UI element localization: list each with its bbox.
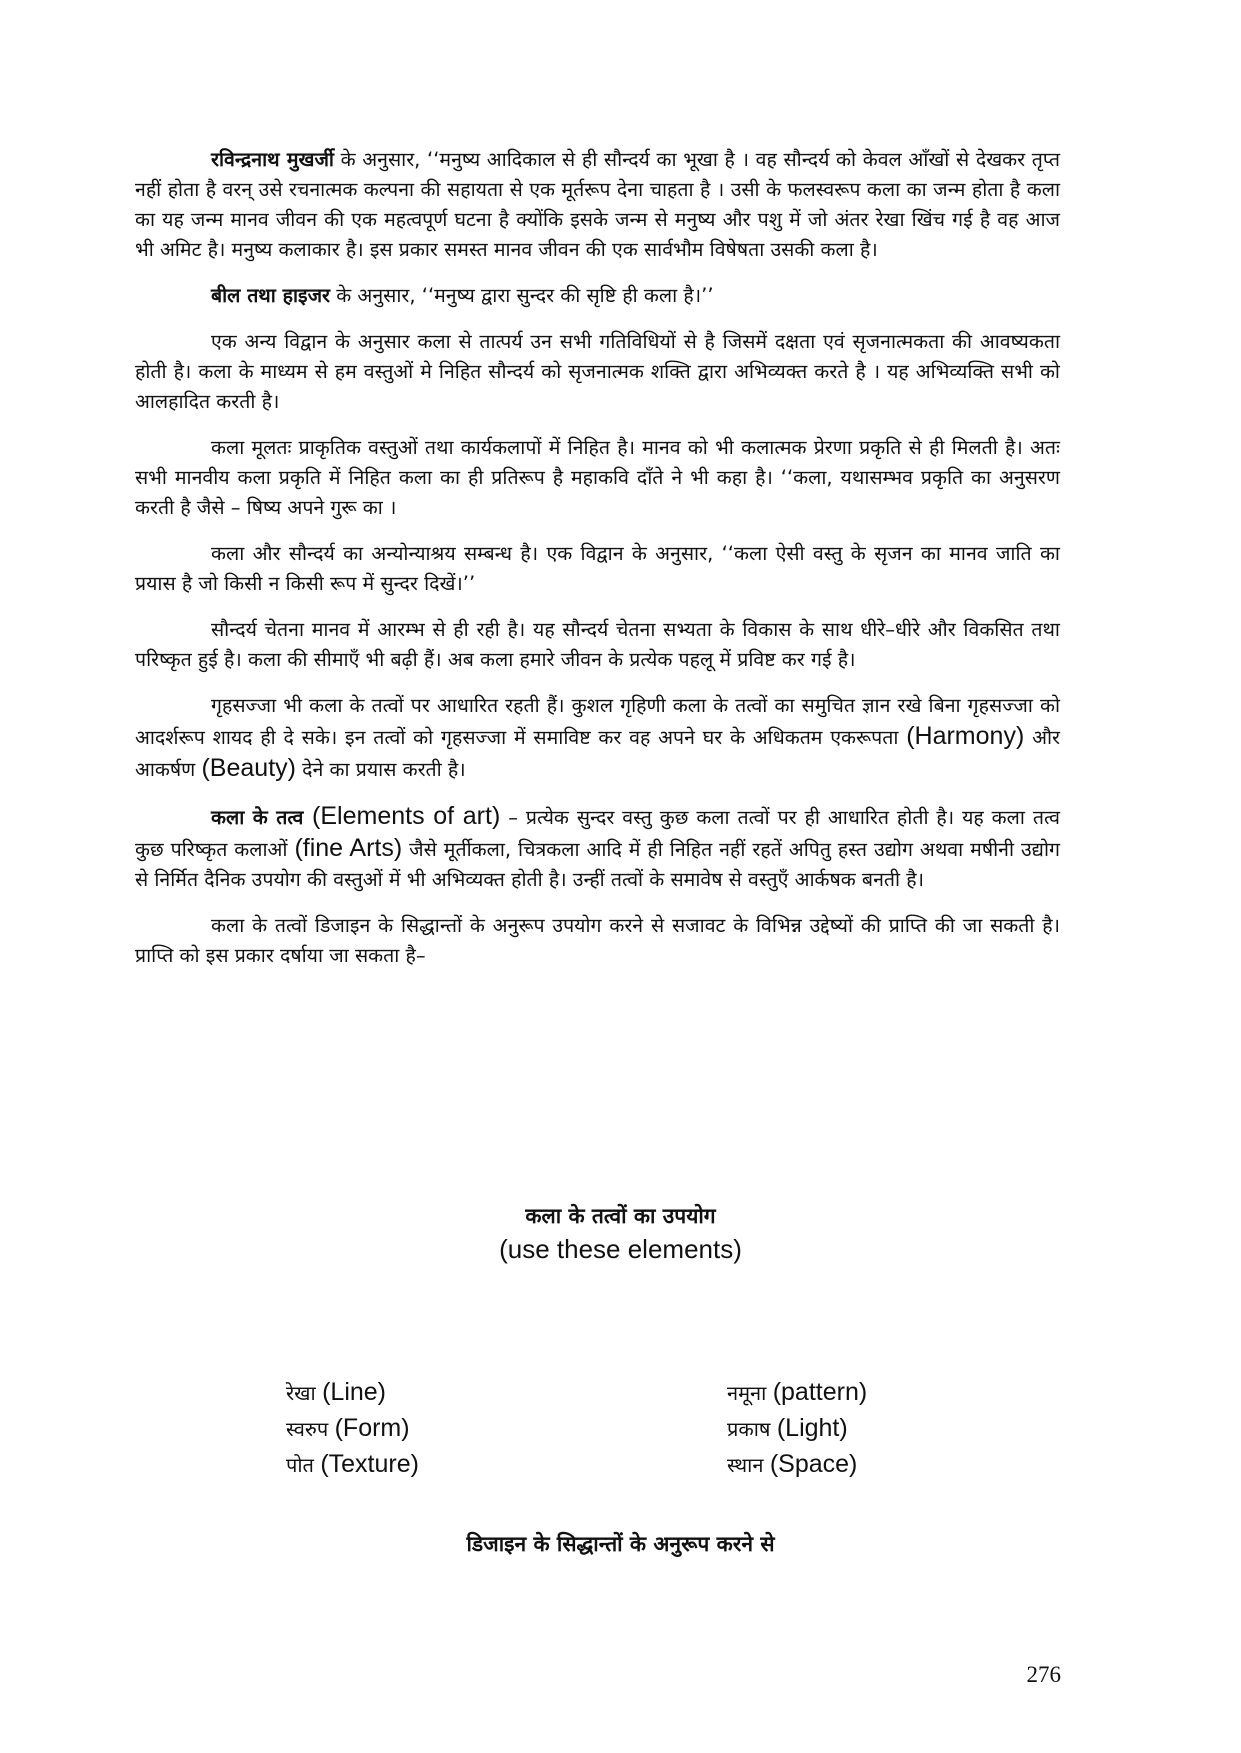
term-beauty: (Beauty) — [201, 754, 296, 782]
paragraph-scholar-definition — [135, 327, 1060, 417]
paragraph-text: के अनुसार, ‘‘मनुष्य आदिकाल से ही सौन्दर्य का भूखा है । वह सौन्दर्य को केवल आँखों से देखकर तृप्त नहीं होता है वरन् उसे रचनात्मक कल्पना की सहायता से एक मूर्तरूप देना चाहता है । उसी के फलस्वरूप कला का जन्म होता है कला का यह जन्म मानव जीवन की एक महत्वपूर्ण घटना है क्योंकि इसके जन्म से मनुष्य और पशु में जो अंतर रेखा खिंच गई है वह आज भी अमिट है। मनुष्य कलाकार है। इस प्रकार समस्त मानव जीवन की एक सार्वभौम विषेषता उसकी कला है। — [135, 148, 1060, 261]
element-item-pattern — [727, 1375, 867, 1411]
paragraph-text: देने का प्रयास करती है। — [295, 758, 466, 781]
element-hindi: पोत — [286, 1453, 314, 1477]
element-english: (Texture) — [320, 1450, 419, 1478]
paragraph-text: सौन्दर्य चेतना मानव में आरम्भ से ही रही है। यह सौन्दर्य चेतना सभ्यता के विकास के साथ धीरे–धीरे और विकसित तथा परिष्कृत हुई है। कला की सीमाएँ भी बढ़ी हैं। अब कला हमारे जीवन के प्रत्येक पहलू में प्रविष्ट कर गई है। — [135, 618, 1060, 671]
body-text — [135, 145, 1060, 987]
paragraph-aesthetic-consciousness — [135, 615, 1060, 675]
element-english: (pattern) — [772, 1378, 868, 1406]
element-hindi: स्थान — [727, 1453, 764, 1477]
paragraph-text: – प्रत्येक सुन्दर वस्तु कुछ कला तत्वों पर ही आधारित होती है। यह कला तत्व कुछ परिष्कृत कलाओं — [135, 806, 1060, 861]
paragraph-text: एक अन्य विद्वान के अनुसार कला से तात्पर्य उन सभी गतिविधियों से है जिसमें दक्षता एवं सृजनात्मकता की आवष्यकता होती है। कला के माध्यम से हम वस्तुओं मे निहित सौन्दर्य को सृजनात्मक शक्ति द्वारा अभिव्यक्त करते है । यह अभिव्यक्ति सभी को आलहादित करती है। — [135, 330, 1060, 413]
element-english: (Form) — [334, 1414, 410, 1442]
element-english: (Space) — [769, 1450, 858, 1478]
paragraph-text: के अनुसार, ‘‘मनुष्य द्वारा सुन्दर की सृष्टि ही कला है।’’ — [330, 284, 714, 307]
element-item-line — [286, 1375, 419, 1411]
element-hindi: प्रकाष — [727, 1417, 771, 1441]
element-english: (Line) — [322, 1378, 387, 1406]
paragraph-text: कला के तत्वों डिजाइन के सिद्धान्तों के अनुरूप उपयोग करने से सजावट के विभिन्न उद्देष्यों की प्राप्ति की जा सकती है। प्राप्ति को इस प्रकार दर्षाया जा सकता है– — [135, 914, 1060, 967]
paragraph-art-beauty — [135, 539, 1060, 599]
element-english: (Light) — [776, 1414, 848, 1442]
diagram-heading-hindi: कला के तत्वों का उपयोग — [525, 1204, 716, 1228]
elements-list-right — [727, 1375, 867, 1483]
diagram-bottom-heading: डिजाइन के सिद्धान्तों के अनुरूप करने से — [466, 1532, 775, 1556]
author-name-mukherjee: रविन्द्रनाथ मुखर्जी — [211, 148, 334, 171]
paragraph-text: गृहसज्जा भी कला के तत्वों पर आधारित रहती हैं। कुशल गृहिणी कला के तत्वों का समुचित ज्ञान रखे बिना गृहसज्जा को आदर्शरूप शायद ही दे सके। इन तत्वों को गृहसज्जा में समाविष्ट कर वह अपने घर के अधिकतम एकरूपता — [135, 694, 1060, 749]
diagram-heading-english: (use these elements) — [499, 1234, 742, 1264]
element-item-light — [727, 1411, 867, 1447]
paragraph-text: कला और सौन्दर्य का अन्योन्याश्रय सम्बन्ध है। एक विद्वान के अनुसार, ‘‘कला ऐसी वस्तु के सृजन का मानव जाति का प्रयास है जो किसी न किसी रूप में सुन्दर दिखें।’’ — [135, 542, 1060, 595]
element-item-space — [727, 1447, 867, 1483]
paragraph-mukherjee-quote — [135, 145, 1060, 265]
paragraph-elements-of-art — [135, 801, 1060, 895]
paragraph-text: जैसे मूर्तीकला, चित्रकला आदि में ही निहित नहीं रहतें अपितु हस्त उद्योग अथवा मषीनी उद्योग से निर्मित दैनिक उपयोग की वस्तुओं में भी अभिव्यक्त होती है। उन्हीं तत्वों के समावेष से वस्तुएँ आर्कषक बनती है। — [135, 838, 1060, 891]
element-item-form — [286, 1411, 419, 1447]
element-hindi: रेखा — [286, 1381, 316, 1405]
paragraph-design-principles — [135, 911, 1060, 971]
elements-list-left — [286, 1375, 419, 1483]
paragraph-home-decor — [135, 691, 1060, 785]
paragraph-text: और आकर्षण — [135, 726, 1060, 781]
paragraph-beel-hyser-quote — [135, 281, 1060, 311]
element-hindi: नमूना — [727, 1381, 773, 1405]
paragraph-text: कला मूलतः प्राकृतिक वस्तुओं तथा कार्यकलापों में निहित है। मानव को भी कलात्मक प्रेरणा प्रकृति से ही मिलती है। अतः सभी मानवीय कला प्रकृति में निहित कला का ही प्रतिरूप है महाकवि दाँते ने भी कहा है। ‘‘कला, यथासम्भव प्रकृति का अनुसरण करती है जैसे – षिष्य अपने गुरू का । — [135, 436, 1060, 519]
author-name-beel-hyser: बील तथा हाइजर — [211, 284, 331, 307]
element-item-texture — [286, 1447, 419, 1483]
term-elements-of-art: (Elements of art) — [303, 802, 501, 830]
term-fine-arts: (fine Arts) — [294, 834, 403, 862]
section-term-elements: कला के तत्व — [211, 806, 304, 829]
page-number: 276 — [1026, 1662, 1061, 1687]
paragraph-nature — [135, 433, 1060, 523]
term-harmony: (Harmony) — [906, 722, 1025, 750]
element-hindi: स्वरुप — [286, 1417, 329, 1441]
